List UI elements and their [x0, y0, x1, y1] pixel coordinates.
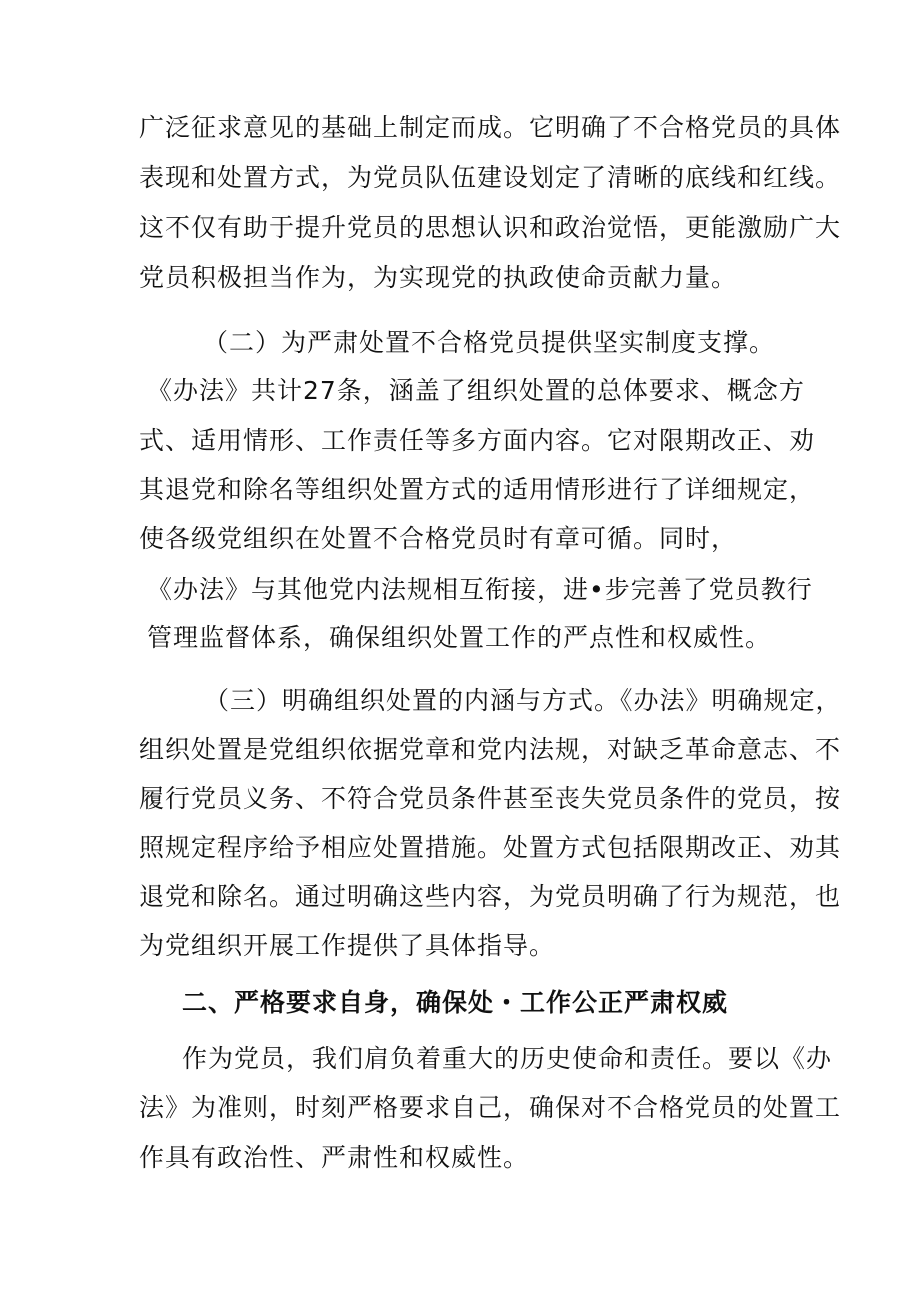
text-line: 履行党员义务、不符合党员条件甚至丧失党员条件的党员，按 [139, 784, 842, 813]
text-line: 管理监督体系，确保组织处置工作的严点性和权威性。 [147, 623, 772, 652]
text-line: 组织处置是党组织依据党章和党内法规，对缺乏革命意志、不 [139, 735, 842, 764]
text-line: 作具有政治性、严肃性和权威性。 [139, 1143, 530, 1172]
text-line: 使各级党组织在处置不合格党员时有章可循。同时， [139, 524, 738, 553]
part-heading: 二、严格要求自身，确保处・工作公正严肃权威 [182, 988, 729, 1017]
section-heading: （二）为严肃处置不合格党员提供坚实制度支撑。 [203, 328, 776, 357]
text-line: 《办法》与其他党内法规相互衔接，进•步完善了党员教行 [147, 575, 813, 604]
text-line: 作为党员，我们肩负着重大的历史使命和责任。要以《办 [182, 1044, 833, 1073]
text-line: 退党和除名。通过明确这些内容，为党员明确了行为规范，也 [139, 882, 842, 911]
text-line: 广泛征求意见的基础上制定而成。它明确了不合格党员的具体 [139, 113, 842, 142]
text-line: 表现和处置方式，为党员队伍建设划定了清晰的底线和红线。 [139, 163, 842, 192]
text-line: 《办法》共计27条，涵盖了组织处置的总体要求、概念方 [147, 376, 805, 405]
text-line: 这不仅有助于提升党员的思想认识和政治觉悟，更能激励广大 [139, 213, 842, 242]
text-line: 其退党和除名等组织处置方式的适用情形进行了详细规定， [139, 475, 816, 504]
text-line: 法》为准则，时刻严格要求自己，确保对不合格党员的处置工 [139, 1093, 842, 1122]
text-line: 党员积极担当作为，为实现党的执政使命贡献力量。 [139, 263, 738, 292]
text-line: 式、适用情形、工作责任等多方面内容。它对限期改正、劝 [139, 426, 816, 455]
text-line: 为党组织开展工作提供了具体指导。 [139, 931, 556, 960]
text-line: 照规定程序给予相应处置措施。处置方式包括限期改正、劝其 [139, 833, 842, 862]
text-line: （三）明确组织处置的内涵与方式。《办法》明确规定， [204, 686, 842, 715]
